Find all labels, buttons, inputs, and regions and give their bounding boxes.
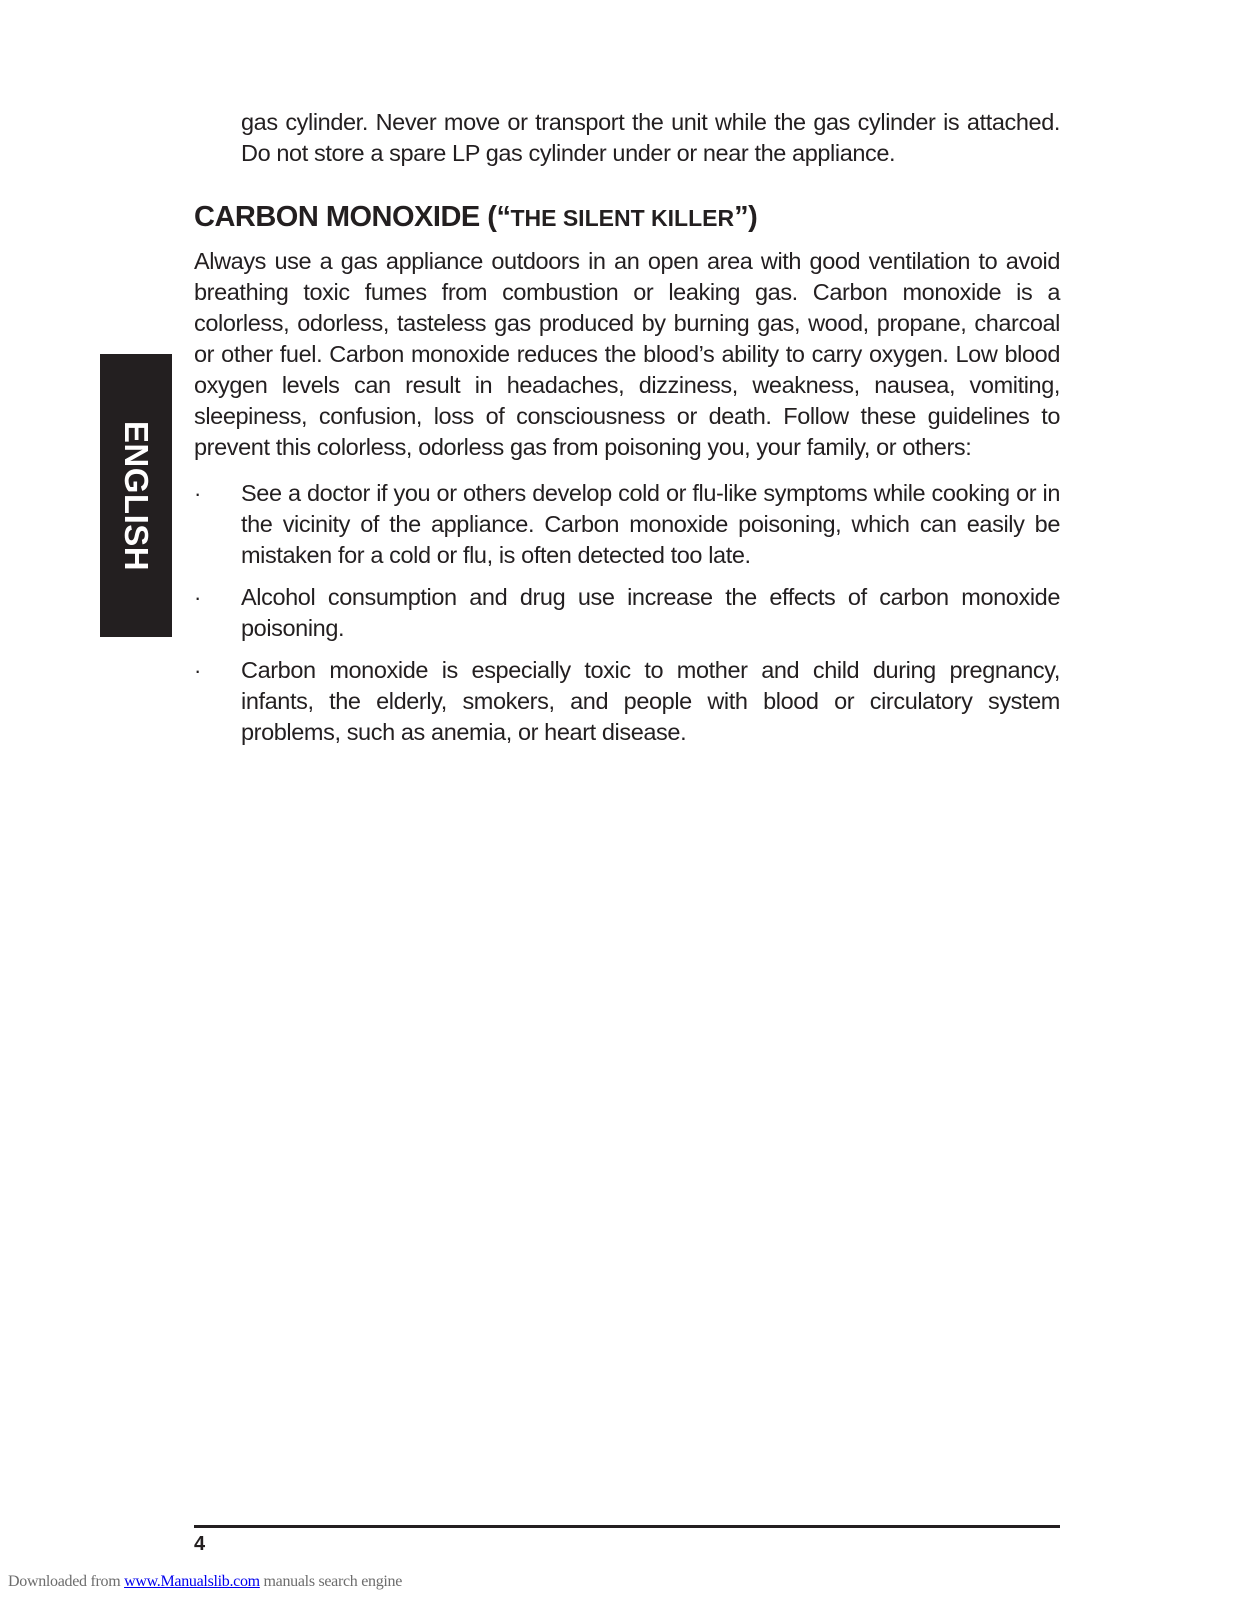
body-paragraph: Always use a gas appliance outdoors in an open area with good ventilation to avoid breathing toxic fumes from combustion or leaking gas. Carbon monoxide is a colorless, odorless, tasteless gas produced by burning gas, wood, propane, charcoal or other fuel. Carbon monoxide reduces the blood’s ability to carry oxygen. Low blood oxygen levels can result in headaches, dizziness, weakness, nausea, vomiting, sleepiness, confusion, loss of consciousness or death. Follow these guidelines to prevent this colorless, odorless gas from poisoning you, your family, or others: [194,248,1060,460]
bullet-marker: · [194,481,201,506]
bullet-marker: · [194,658,201,683]
list-item-text: Carbon monoxide is especially toxic to mother and child during pregnancy, infants, the elderly, smokers, and people with blood or circulatory system problems, such as anemia, or heart disease. [241,657,1060,745]
language-side-tab [100,354,172,637]
list-item [194,655,1060,748]
bullet-marker: · [194,585,201,610]
heading-main: CARBON MONOXIDE (“ [194,201,511,233]
intro-continuation-paragraph: gas cylinder. Never move or transport the unit while the gas cylinder is attached. Do not store a spare LP gas cylinder under or near the appliance. [241,109,1060,166]
download-prefix: Downloaded from [8,1573,125,1590]
heading-close: ”) [734,201,758,233]
guideline-list [194,478,1060,759]
download-suffix: manuals search engine [259,1573,403,1590]
side-tab-label: ENGLISH [118,420,155,571]
list-item-text: Alcohol consumption and drug use increase the effects of carbon monoxide poisoning. [241,584,1060,641]
list-item [194,582,1060,644]
list-item [194,478,1060,571]
page-number: 4 [194,1533,206,1555]
heading-small-caps: THE SILENT KILLER [510,205,735,231]
list-item-text: See a doctor if you or others develop cold or flu-like symptoms while cooking or in the vicinity of the appliance. Carbon monoxide poisoning, which can easily be mistaken for a cold or flu, is often detected too late. [241,480,1060,568]
section-heading [194,199,757,236]
download-footer [8,1572,402,1592]
manualslib-link[interactable]: www.Manualslib.com [124,1573,260,1590]
footer-divider [194,1525,1060,1528]
